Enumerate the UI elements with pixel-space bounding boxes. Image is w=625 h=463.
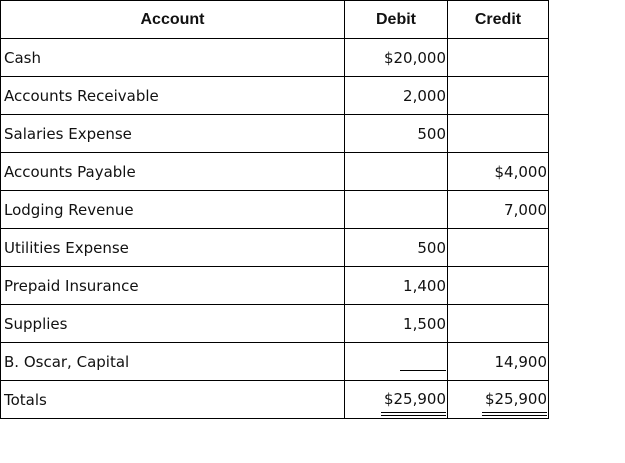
debit-total-cell (345, 381, 448, 419)
credit-cell: $4,000 (448, 153, 549, 191)
credit-cell (448, 267, 549, 305)
table-row (1, 153, 549, 191)
debit-cell: 1,500 (345, 305, 448, 343)
account-cell: Lodging Revenue (1, 191, 345, 229)
totals-label: Totals (1, 381, 345, 419)
credit-cell: 14,900 (448, 343, 549, 381)
table-row (1, 343, 549, 381)
credit-cell (448, 39, 549, 77)
debit-cell: 500 (345, 115, 448, 153)
account-cell: Accounts Receivable (1, 77, 345, 115)
account-cell: Utilities Expense (1, 229, 345, 267)
credit-cell (448, 77, 549, 115)
credit-total-cell (448, 381, 549, 419)
debit-cell: 500 (345, 229, 448, 267)
totals-row (1, 381, 549, 419)
debit-cell (345, 153, 448, 191)
account-column-header: Account (1, 1, 345, 39)
debit-cell-underline (345, 343, 448, 381)
table-row (1, 191, 549, 229)
credit-column-header: Credit (448, 1, 549, 39)
debit-cell: $20,000 (345, 39, 448, 77)
credit-cell (448, 305, 549, 343)
table-row (1, 229, 549, 267)
account-cell: Cash (1, 39, 345, 77)
debit-cell: 2,000 (345, 77, 448, 115)
account-cell: Accounts Payable (1, 153, 345, 191)
table-row (1, 267, 549, 305)
credit-cell (448, 115, 549, 153)
credit-cell: 7,000 (448, 191, 549, 229)
table-row (1, 77, 549, 115)
debit-total: $25,900 (383, 389, 446, 408)
credit-total: $25,900 (484, 389, 547, 408)
debit-cell: 1,400 (345, 267, 448, 305)
underline-rule (400, 370, 446, 371)
account-cell: Salaries Expense (1, 115, 345, 153)
debit-column-header: Debit (345, 1, 448, 39)
credit-cell (448, 229, 549, 267)
table-row (1, 39, 549, 77)
account-cell: Prepaid Insurance (1, 267, 345, 305)
debit-cell (345, 191, 448, 229)
table-row (1, 305, 549, 343)
header-row (1, 1, 549, 39)
table-row (1, 115, 549, 153)
account-cell: B. Oscar, Capital (1, 343, 345, 381)
account-cell: Supplies (1, 305, 345, 343)
